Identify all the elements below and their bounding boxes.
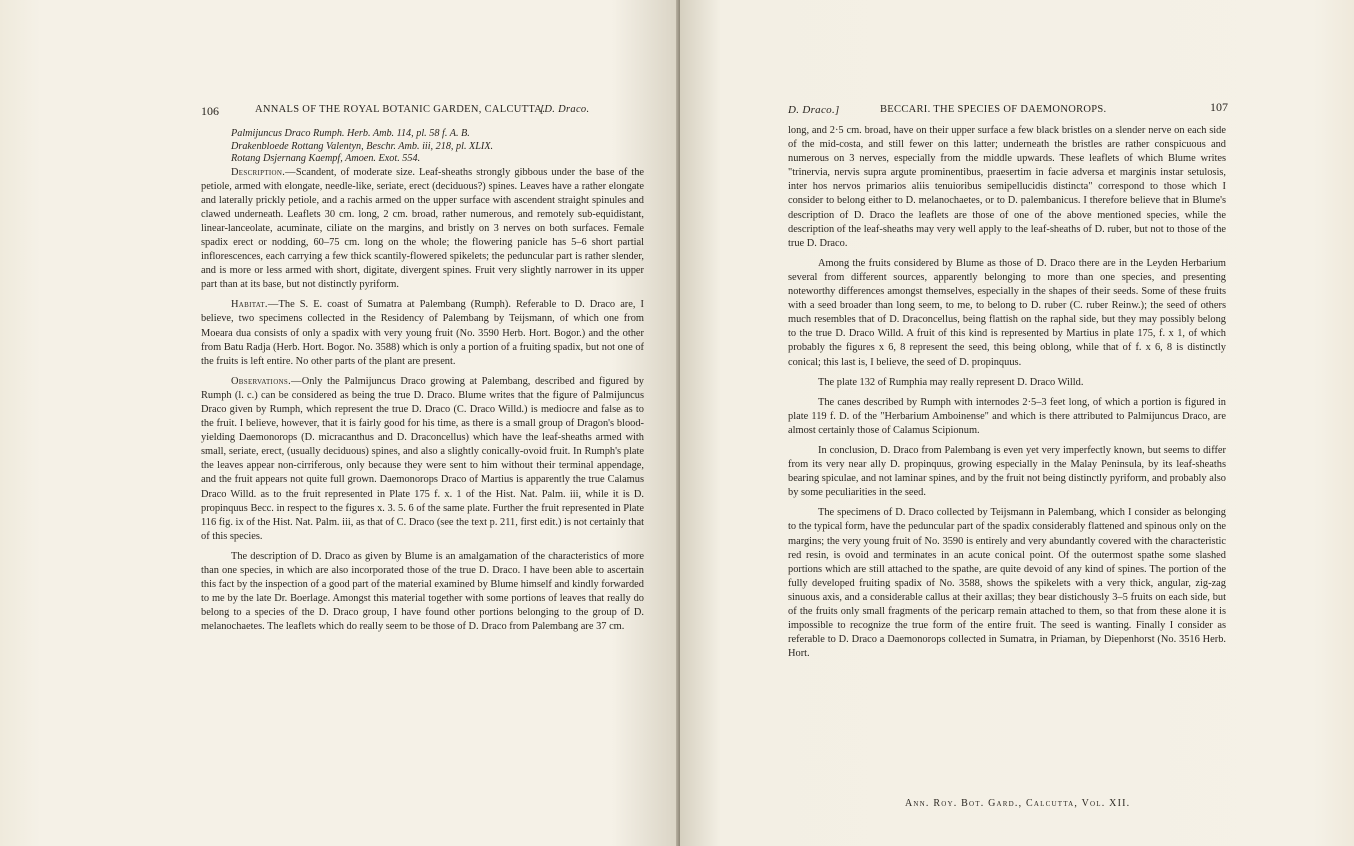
paragraph-text: Among the fruits considered by Blume as those of D. Draco there are in the Leyden Herbarium several from different sources, apparently belonging to more than one species, and presenting noteworthy differences amongst themselves, especially in the shapes of their seeds. Some of these fruits with a seed broader than long seem, to me, to belong to D. ruber (C. ruber Reinw.); the seed of others much resembles that of D. Draconcellus, being flattish on the raphal side, but they may possibly belong to the true D. Draco Willd. A fruit of this kind is represented by Martius in plate 175, f. x 1, of which probably the figures x 6, 8 represent the seed, this being oblong, while that of f. x 6, 8 is distinctly conical; this last is, I believe, the seed of D. propinquus. (788, 257, 1226, 368)
specimens-paragraph (788, 506, 1226, 661)
observations-paragraph (201, 375, 644, 544)
running-head: ANNALS OF THE ROYAL BOTANIC GARDEN, CALCUTTA. (255, 104, 546, 115)
fruits-paragraph (788, 257, 1226, 370)
paragraph-text: Only the Palmijuncus Draco growing at Palembang, described and figured by Rumph (l. c.) can be considered as being the true D. Draco. Blume writes that the figure of Palmijuncus Draco given by Rumph, which represent the true D. Draco (C. Draco Willd.) is mediocre and false as to the fruit. I believe, however, that it is fairly good for his time, as there is a small group of Dragon's blood-yielding Daemonorops (D. micracanthus and D. Draconcellus) which have the leaf-sheaths armed with small, seriate, erect, (usually deciduous) spines, and also a slightly conically-ovoid fruit. In Rumph's plate the leaves appear non-cirriferous, only because they were sent to him without their terminal appendage, and the fruit appears not quite full grown. Daemonorops Draco of Martius is apparently the true Calamus Draco Willd. as to the fruit represented in Plate 175 f. x. 1 of the Hist. Nat. Palm. iii, while it is D. propinquus Becc. in respect to the figures x. 3. 5. 6 of the same plate. Further the fruit represented in Plate 116 fig. ix of the Hist. Nat. Palm. iii, as that of C. Draco (see the text p. 211, first edit.) is not certainly that of this species. (201, 375, 644, 542)
page-number: 107 (1210, 100, 1228, 114)
continuation-paragraph (788, 124, 1226, 251)
rumphia-paragraph (788, 376, 1226, 390)
blume-paragraph (201, 550, 644, 635)
running-head-species: D. Draco.] (788, 104, 840, 116)
paragraph-text: In conclusion, D. Draco from Palembang is even yet very imperfectly known, but seems to differ from its very near ally D. propinquus, growing especially in the Malay Peninsula, by its leaf-sheaths bearing spiculae, and not laminar spines, and by the fruit not being distinctly pyriform, and probably also by some peculiarities in the seed. (788, 444, 1226, 499)
paragraph-text: long, and 2·5 cm. broad, have on their upper surface a few black bristles on a slender nerve on each side of the mid-costa, and still fewer on this latter; underneath the bristles are rather conspicuous and numerous on 3 nerves, especially from the middle upwards. These leaflets of which Blume writes "trinervia, nervis supra argute prominentibus, praesertim in facie adversa et marginis instar setulosis, inter hos nervos primarios aliis tenuioribus semipellucidis distincta" correspond to those which I consider to belong either to D. melanochaetes, or to D. palembanicus. I therefore believe that in Blume's description of D. Draco the leaflets are those of one of the above mentioned species, while the description of the leaf-sheaths may very well apply to the leaf-sheaths of D. ruber, but not to those of the true D. Draco. (788, 125, 1226, 249)
habitat-paragraph (201, 298, 644, 368)
paragraph-text: The canes described by Rumph with internodes 2·5–3 feet long, of which a portion is figured in plate 119 f. D. of the "Herbarium Amboinense" and which is there attributed to Palmijuncus Draco, are almost certainly those of Calamus Scipionum. (788, 396, 1226, 436)
paragraph-text: The specimens of D. Draco collected by Teijsmann in Palembang, which I consider as belonging to the typical form, have the peduncular part of the spadix considerably flattened and spinous only on the margins; the very young fruit of No. 3590 is entirely and very abundantly covered with the characteristic red resin, is ovoid and terminates in an acute conical point. Of the outermost spathe some slashed portions which are still attached to the spathe, are quite devoid of any kind of spines. The portion of the fully developed fruiting spadix of No. 3588, shows the spikelets with a very thick, angular, zig-zag sinuous axis, and a considerable callus at their axillas; they bear distichously 3–5 fruits on each side, but of the fruits only small fragments of the pericarp remain attached to them, so that from these alone it is impossible to recognize the true form of the entire fruit. The seed is wanting. Finally I consider as referable to D. Draco a Daemonorops collected in Sumatra, in Priaman, by Diepenhorst (No. 3516 Herb. Hort. (788, 507, 1226, 660)
page-number: 106 (201, 104, 219, 118)
conclusion-paragraph (788, 444, 1226, 500)
running-head: BECCARI. THE SPECIES OF DAEMONOROPS. (880, 104, 1107, 115)
canes-paragraph (788, 396, 1226, 438)
citation: Rotang Dsjernang Kaempf, Amoen. Exot. 554. (231, 153, 421, 164)
page-footer: Ann. Roy. Bot. Gard., Calcutta, Vol. XII. (905, 798, 1131, 809)
running-head-species: [D. Draco. (540, 104, 590, 115)
paragraph-text: The description of D. Draco as given by Blume is an amalgamation of the characteristics of more than one species, in which are also incorporated those of the true D. Draco. I have been able to ascertain this fact by the inspection of a good part of the material examined by Blume himself and kindly forwarded to me by the late Dr. Boerlage. Amongst this material together with some portions of leaves that really do belong to a species of the D. Draco group, I have found other portions belonging to the group of D. melanochaetes. The leaflets which do really seem to be those of D. Draco from Palembang are 37 cm. (201, 550, 644, 633)
citation: Drakenbloede Rottang Valentyn, Beschr. Amb. iii, 218, pl. XLIX. (231, 140, 494, 152)
right-text-block (788, 124, 1226, 667)
left-text-block (201, 128, 644, 641)
description-paragraph (201, 166, 644, 293)
citation: Palmijuncus Draco Rumph. Herb. Amb. 114, pl. 58 f. A. B. (231, 128, 470, 139)
section-lead: Habitat.— (231, 299, 279, 311)
section-lead: Description.— (231, 166, 296, 178)
paragraph-text: Scandent, of moderate size. Leaf-sheaths strongly gibbous under the base of the petiole, armed with elongate, needle-like, seriate, erect (deciduous?) spines. Leaves have a rather elongate and laterally prickly petiole, and a rachis armed on the upper surface with ascendent straight spinules and clawed underneath. Leaflets 30 cm. long, 2 cm. broad, rather numerous, and remotely sub-equidistant, linear-lanceolate, acuminate, ciliate on the margins, and bristly on 3 nerves on both surfaces. Female spadix erect or nodding, 60–75 cm. long on the whole; the flowering panicle has 5–6 short partial inflorescences, each carrying a few thick scantily-flowered spikelets; the peduncular part is rather slender, and is more or less armed with short, digitate, divergent spines. Fruit very slightly narrower in its upper part than at its base, but not distinctly pyriform. (201, 166, 644, 291)
paragraph-text: The plate 132 of Rumphia may really represent D. Draco Willd. (818, 376, 1084, 388)
paragraph-text: The S. E. coast of Sumatra at Palembang (Rumph). Referable to D. Draco are, I believe, two specimens collected in the Residency of Palembang by Teijsmann, of which one from Moeara dua consists of only a spadix with very young fruit (No. 3590 Herb. Hort. Bogor.) and the other from Batu Radja (Herb. Hort. Bogor. No. 3588) which is only a portion of a fruiting spadix, but not one of the fruits is left entire. No other parts of the plant are present. (201, 299, 644, 367)
section-lead: Observations.— (231, 375, 302, 387)
right-page (680, 0, 1354, 846)
